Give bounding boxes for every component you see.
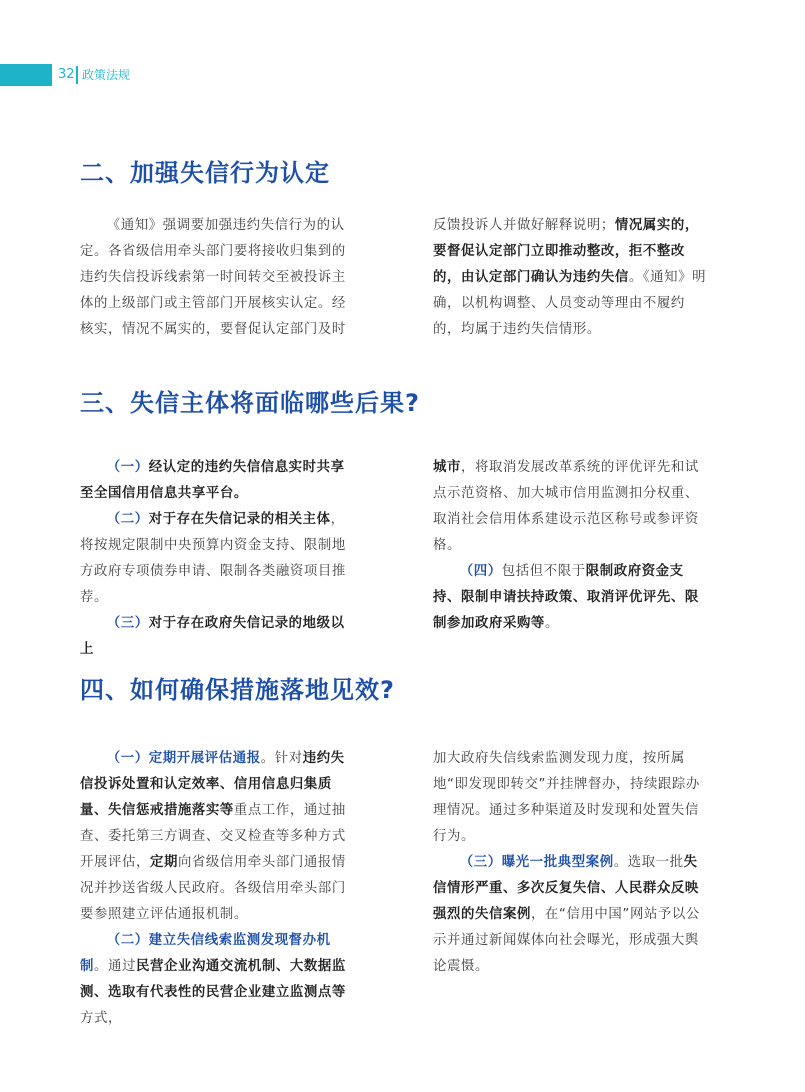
bold-text: 城市 <box>433 460 461 475</box>
bold-text: 违约失信投诉处置和认定效率、信用信息归集质量、失信惩戒措施落实等 <box>80 751 345 818</box>
section-heading-3: 三、失信主体将面临哪些后果? <box>80 389 420 417</box>
sec4-right-column <box>433 746 708 980</box>
text: 加大政府失信线索监测发现力度，按所属地“即发现即转交”并挂牌督办，持续跟踪办理情况。通过多种渠道及时发现和处置失信行为。 <box>433 751 700 844</box>
bold-text: 失信情形严重、多次反复失信、人民群众反映强烈的失信案例 <box>433 855 699 922</box>
text: 反馈投诉人并做好解释说明； <box>433 218 615 233</box>
header-accent-bar <box>0 64 52 86</box>
text: ，将取消发展改革系统的评优评先和试点示范资格、加大城市信用监测扣分权重、取消社会信用体系建设示范区称号或参评资格。 <box>433 460 699 553</box>
bold-text: 经认定的违约失信信息实时共享至全国信用信息共享平台。 <box>80 460 345 501</box>
bold-text: 定期 <box>149 855 178 870</box>
header-divider <box>76 66 78 84</box>
paragraph <box>433 746 708 850</box>
text: 重点工作，通过抽查、委托第三方调查、交叉检查等多种方式开展评估， <box>80 803 346 870</box>
item-heading: 建立失信线索监测发现督办机制 <box>80 933 331 974</box>
paragraph <box>80 213 355 343</box>
bold-text: 限制政府资金支持、限制申请扶持政策、取消评优评先、限制参加政府采购等 <box>433 564 699 631</box>
paragraph <box>433 455 708 559</box>
paragraph <box>80 455 355 507</box>
paragraph <box>433 213 708 343</box>
item-number: （一） <box>106 460 149 475</box>
text: 包括但不限于 <box>501 564 586 579</box>
text: 向省级信用牵头部门通报情况并抄送省级人民政府。各级信用牵头部门要参照建立评估通报机制。 <box>80 855 346 922</box>
section-heading-4: 四、如何确保措施落地见效? <box>80 676 395 704</box>
sec4-left-column <box>80 746 355 1032</box>
text: 。选取一批 <box>613 855 684 870</box>
page-number: 32 <box>58 67 75 82</box>
item-number: （二） <box>106 512 149 527</box>
bold-text: 对于存在政府失信记录的地级以上 <box>80 616 345 657</box>
item-number: （三） <box>106 616 149 631</box>
item-heading: 定期开展评估通报 <box>148 751 261 766</box>
paragraph <box>80 928 355 1032</box>
item-number: （三） <box>459 855 502 870</box>
paragraph <box>80 611 355 663</box>
sec2-right-column <box>433 213 708 343</box>
item-heading: 曝光一批典型案例 <box>501 855 614 870</box>
text: 。 <box>544 616 559 631</box>
section-heading-2: 二、加强失信行为认定 <box>80 159 330 187</box>
item-number: （四） <box>459 564 502 579</box>
paragraph <box>80 746 355 928</box>
item-number: （一） <box>106 751 149 766</box>
bold-text: 对于存在失信记录的相关主体 <box>148 512 331 527</box>
section-name: 政策法规 <box>82 68 131 82</box>
paragraph <box>433 559 708 637</box>
text: 《通知》强调要加强违约失信行为的认定。各省级信用牵头部门要将接收归集到的违约失信投诉线索第一时间转交至被投诉主体的上级部门或主管部门开展核实认定。经核实，情况不属实的，要督促认定部门及时 <box>80 218 346 337</box>
text: 方式， <box>80 1011 122 1026</box>
sec3-right-column <box>433 455 708 637</box>
paragraph <box>80 507 355 611</box>
bold-text: 民营企业沟通交流机制、大数据监测、选取有代表性的民营企业建立监测点等 <box>80 959 346 1000</box>
text: 。《通知》明确，以机构调整、人员变动等理由不履约的，均属于违约失信情形。 <box>433 270 707 337</box>
text: 。通过 <box>94 959 136 974</box>
text: 。针对 <box>260 751 303 766</box>
bold-text: 情况属实的，要督促认定部门立即推动整改，拒不整改的，由认定部门确认为违约失信 <box>433 218 699 285</box>
text: ，将按规定限制中央预算内资金支持、限制地方政府专项债券申请、限制各类融资项目推荐。 <box>80 512 346 605</box>
text: ，在“信用中国”网站予以公示并通过新闻媒体向社会曝光，形成强大舆论震慑。 <box>433 907 700 974</box>
item-number: （二） <box>106 933 149 948</box>
paragraph <box>433 850 708 980</box>
sec3-left-column <box>80 455 355 663</box>
sec2-left-column <box>80 213 355 343</box>
